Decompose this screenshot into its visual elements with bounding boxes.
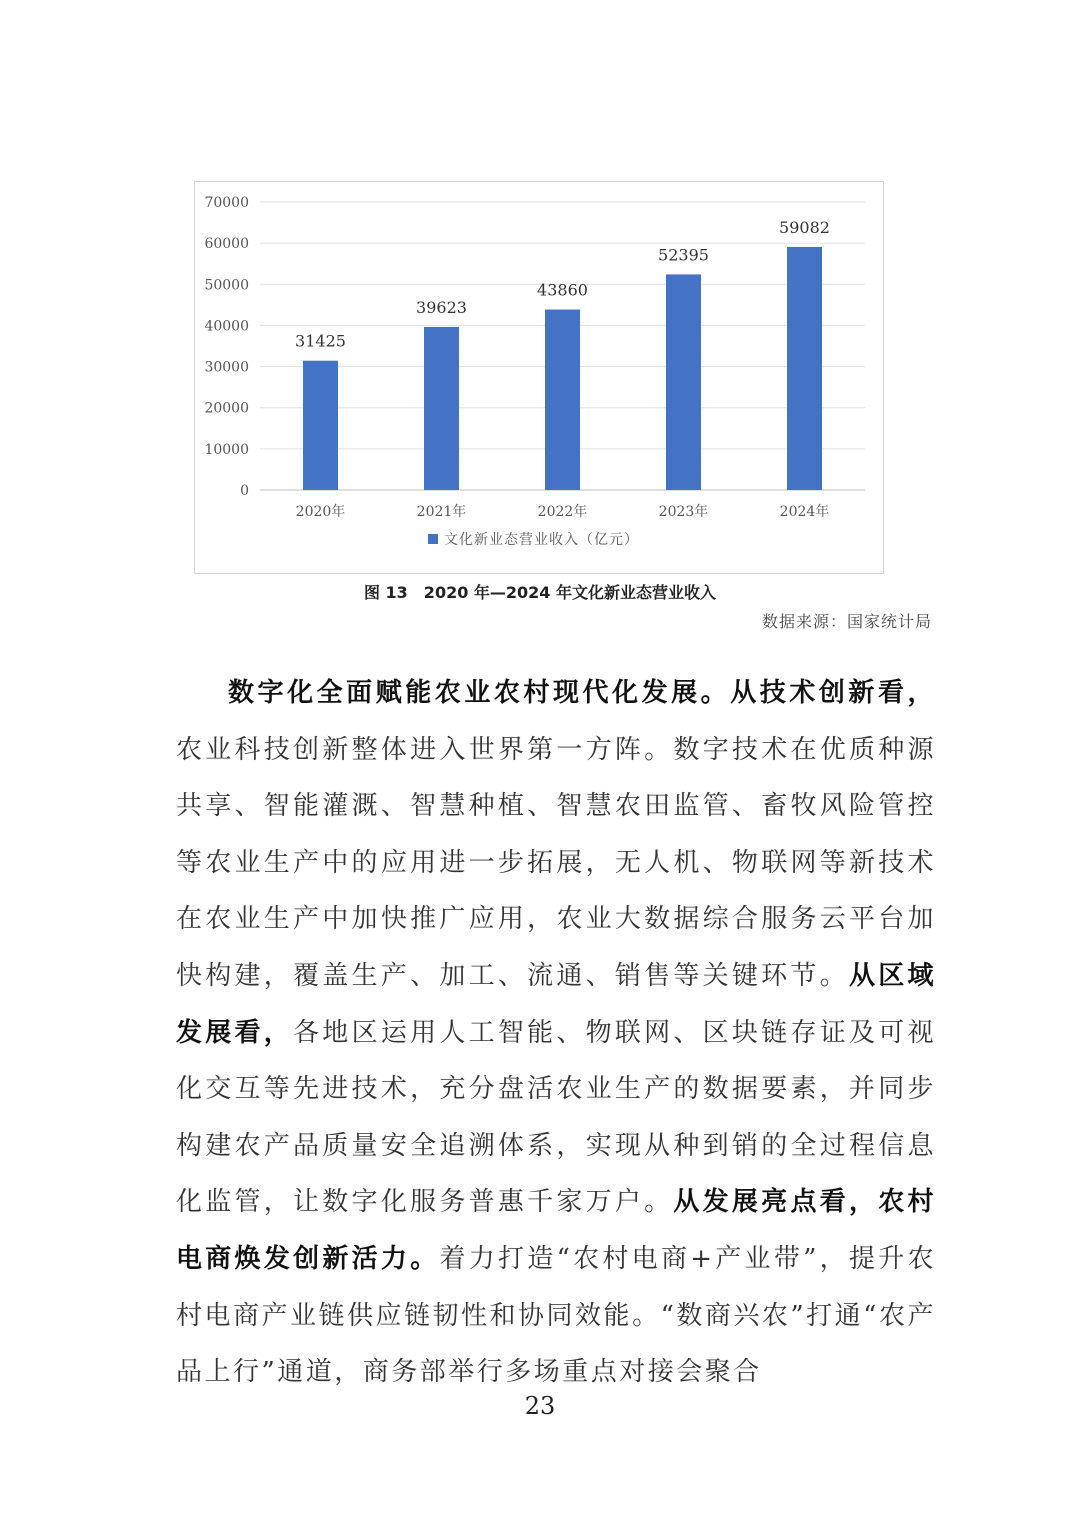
data-label: 59082	[779, 217, 830, 237]
bar	[303, 361, 338, 490]
data-label: 31425	[295, 331, 346, 351]
y-tick-label: 30000	[204, 359, 249, 376]
x-tick-label: 2023年	[658, 504, 709, 520]
bold-lead-1: 数字化全面赋能农业农村现代化发展。从技术创新看，	[228, 678, 936, 708]
bold-lead-2: 从区域发展看，	[176, 960, 936, 1048]
bold-lead-3: 从发展亮点看，农村电商焕发创新活力。	[176, 1187, 936, 1274]
y-tick-label: 20000	[204, 400, 249, 417]
data-label: 43860	[537, 280, 588, 300]
bar	[424, 327, 459, 490]
bar	[787, 247, 822, 490]
x-tick-label: 2024年	[779, 504, 830, 520]
text-run-1: 农业科技创新整体进入世界第一方阵。数字技术在优质种源共享、智能灌溉、智慧种植、智慧农田监管、畜牧风险管控等农业生产中的应用进一步拓展，无人机、物联网等新技术在农业生产中加快推广应用，农业大数据综合服务云平台加快构建，覆盖生产、加工、流通、销售等关键环节。	[176, 734, 936, 991]
y-tick-label: 0	[240, 483, 249, 499]
data-source: 数据来源：国家统计局	[761, 612, 932, 631]
text-run-2: 各地区运用人工智能、物联网、区块链存证及可视化交互等先进技术，充分盘活农业生产的数据要素，并同步构建农产品质量安全追溯体系，实现从种到销的全过程信息化监管，让数字化服务普惠千家万户。	[176, 1017, 936, 1218]
legend-swatch	[428, 534, 438, 544]
x-tick-label: 2020年	[295, 504, 346, 520]
bar	[666, 274, 701, 490]
y-tick-label: 50000	[204, 277, 249, 294]
y-tick-label: 70000	[204, 195, 249, 211]
y-tick-label: 10000	[204, 441, 249, 458]
y-tick-label: 60000	[204, 236, 249, 253]
bar	[545, 310, 580, 490]
y-tick-label: 40000	[204, 318, 249, 335]
legend-label: 文化新业态营业收入（亿元）	[444, 532, 639, 548]
chart-canvas	[195, 182, 885, 575]
data-label: 52395	[658, 245, 709, 265]
text-run-3: 着力打造“农村电商+产业带”，提升农村电商产业链供应链韧性和协同效能。“数商兴农”打通“农产品上行”通道，商务部举行多场重点对接会聚合	[176, 1243, 936, 1388]
x-tick-label: 2022年	[537, 504, 588, 520]
data-label: 39623	[416, 297, 467, 317]
bar-chart	[194, 181, 884, 574]
figure-caption: 图 13 2020 年—2024 年文化新业态营业收入	[363, 583, 717, 602]
page-number: 23	[524, 1392, 556, 1420]
x-tick-label: 2021年	[416, 504, 467, 520]
body-paragraph	[176, 665, 936, 1401]
